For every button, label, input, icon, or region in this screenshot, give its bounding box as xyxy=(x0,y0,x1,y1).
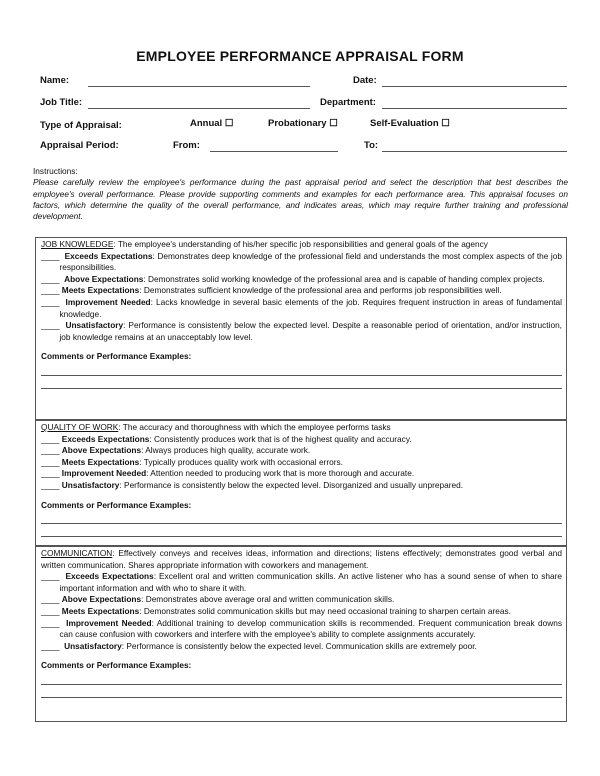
rating-option[interactable]: ____ Above Expectations: Demonstrates solid working knowledge of the professional area and is capable of handing complex projects. xyxy=(41,273,545,284)
comments-line[interactable] xyxy=(41,684,562,685)
section-heading: COMMUNICATION: Effectively conveys and receives ideas, information and directions; listens effectively; demonstrates good verbal and written communication. Shares appropriate information with coworkers and management. xyxy=(41,548,562,570)
rating-option[interactable]: ____ Above Expectations: Always produces high quality, accurate work. xyxy=(41,445,311,456)
annual-checkbox[interactable]: Annual ☐ xyxy=(190,118,234,129)
rating-option[interactable]: ____ Exceeds Expectations: Demonstrates deep knowledge of the professional field and understands the most complex aspects of the job responsibilities. xyxy=(41,250,562,273)
rating-option[interactable]: ____ Improvement Needed: Lacks knowledge in several basic elements of the job. Requires frequent instruction in areas of fundamental knowledge. xyxy=(41,296,563,319)
section-heading: JOB KNOWLEDGE: The employee's understanding of his/her specific job responsibilities and general goals of the agency xyxy=(41,239,488,249)
rating-option[interactable]: ____ Meets Expectations: Demonstrates solid communication skills but may need occasional training to sharpen certain areas. xyxy=(41,605,511,616)
rating-option[interactable]: ____ Meets Expectations: Demonstrates sufficient knowledge of the professional area and performs job responsibilities well. xyxy=(41,285,502,296)
name-field[interactable] xyxy=(88,86,310,87)
to-label: To: xyxy=(364,140,379,151)
job-title-field[interactable] xyxy=(88,108,310,109)
form-title: EMPLOYEE PERFORMANCE APPRAISAL FORM xyxy=(136,48,464,64)
job-knowledge-section xyxy=(35,237,567,420)
appraisal-period-label: Appraisal Period: xyxy=(40,140,119,151)
comments-line[interactable] xyxy=(41,375,562,376)
rating-option[interactable]: ____ Improvement Needed: Additional training to develop communication skills is recommended. Frequent communication break downs can cause confusion with coworkers and interfere with the employee's ability to complete assignments accurately. xyxy=(41,617,562,640)
to-field[interactable] xyxy=(382,151,567,152)
rating-option[interactable]: ____ Exceeds Expectations: Consistently produces work that is of the highest quality and accuracy. xyxy=(41,433,412,444)
instructions-body: Please carefully review the employee's performance during the past appraisal period and select the description that best describes the employee's overall performance. Please provide supporting comments and examples for each performance area. This appraisal focuses on factors, which determine the quality of the overall performance, and indicates areas, which may require further training and professional development. xyxy=(33,177,568,222)
rating-option[interactable]: ____ Above Expectations: Demonstrates above average oral and written communication skills. xyxy=(41,594,395,605)
department-field[interactable] xyxy=(382,108,567,109)
probationary-checkbox[interactable]: Probationary ☐ xyxy=(268,118,338,129)
quality-of-work-section xyxy=(35,420,567,546)
instructions xyxy=(33,166,568,222)
date-label: Date: xyxy=(353,75,377,86)
comments-label: Comments or Performance Examples: xyxy=(41,660,192,671)
department-label: Department: xyxy=(320,97,376,108)
date-field[interactable] xyxy=(382,86,567,87)
rating-option[interactable]: ____ Exceeds Expectations: Excellent oral and written communication skills. An active listener who has a sound sense of when to share important information and with who to share it with. xyxy=(41,571,562,593)
comments-label: Comments or Performance Examples: xyxy=(41,499,192,510)
comments-line[interactable] xyxy=(41,523,562,524)
from-field[interactable] xyxy=(210,151,338,152)
self-evaluation-checkbox[interactable]: Self-Evaluation ☐ xyxy=(370,118,450,129)
rating-option[interactable]: ____ Improvement Needed: Attention needed to producing work that is more thorough and accurate. xyxy=(41,468,415,479)
comments-line[interactable] xyxy=(41,388,562,389)
comments-line[interactable] xyxy=(41,697,562,698)
name-label: Name: xyxy=(40,75,70,86)
rating-option[interactable]: ____ Unsatisfactory: Performance is consistently below the expected level. Despite a reasonable period of orientation, and/or instruction, job knowledge remains at an unacceptably low level. xyxy=(41,320,562,342)
rating-option[interactable]: ____ Meets Expectations: Typically produces quality work with occasional errors. xyxy=(41,456,343,467)
communication-section xyxy=(35,546,567,722)
instructions-heading: Instructions: xyxy=(33,166,78,176)
job-title-label: Job Title: xyxy=(40,97,83,108)
rating-option[interactable]: ____ Unsatisfactory: Performance is consistently below the expected level. Communication skills are extremely poor. xyxy=(41,640,477,651)
appraisal-type-label: Type of Appraisal: xyxy=(40,120,122,131)
comments-line[interactable] xyxy=(41,536,562,537)
section-heading: QUALITY OF WORK: The accuracy and thoroughness with which the employee performs tasks xyxy=(41,422,391,432)
from-label: From: xyxy=(173,140,200,151)
rating-option[interactable]: ____ Unsatisfactory: Performance is consistently below the expected level. Disorganized and usually unprepared. xyxy=(41,479,464,490)
comments-label: Comments or Performance Examples: xyxy=(41,351,192,362)
